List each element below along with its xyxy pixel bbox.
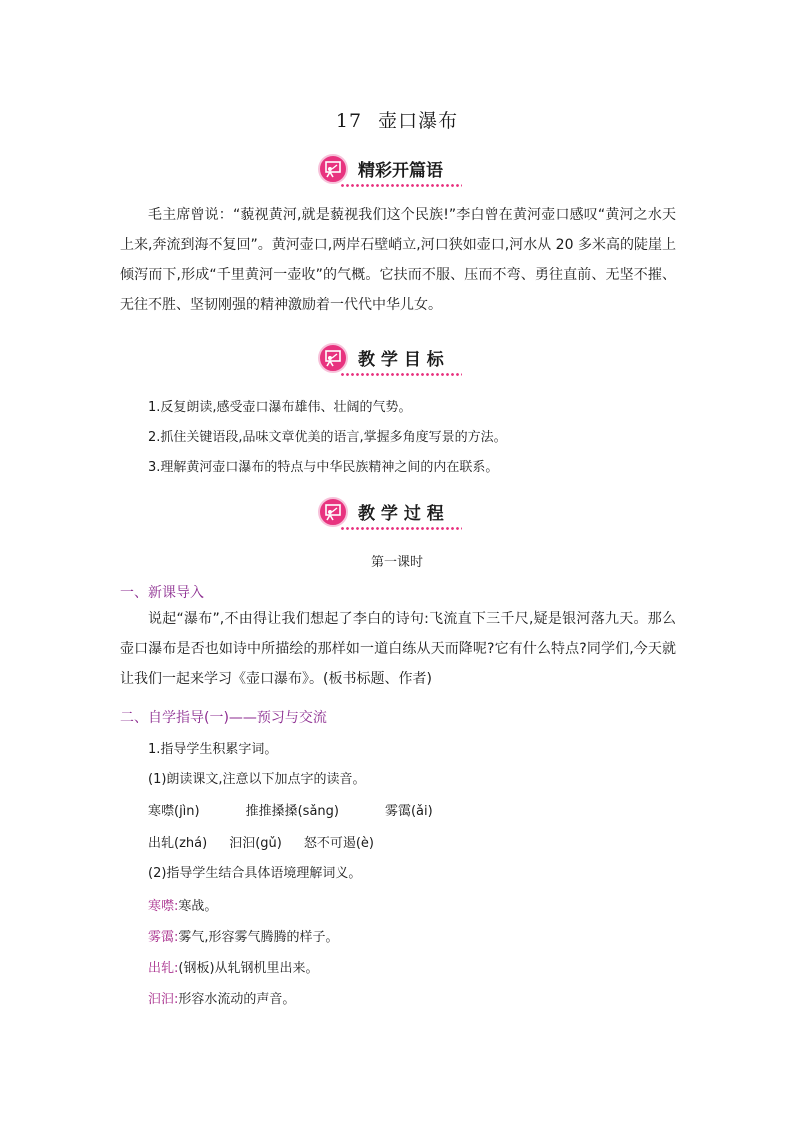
teacher-icon xyxy=(318,497,348,527)
step-text: 1.指导学生积累字词。 xyxy=(148,742,278,757)
definition-term: 寒噤: xyxy=(148,899,179,914)
pinyin-row xyxy=(148,800,467,819)
definition-term: 出轧: xyxy=(148,961,179,976)
pinyin-item: 寒噤(jìn) xyxy=(148,804,200,819)
lesson-period-label: 第一课时 xyxy=(370,555,423,570)
opening-paragraph: 毛主席曾说：“藐视黄河,就是藐视我们这个民族!”李白曾在黄河壶口感叹“黄河之水天上来,奔流到海不复回”。黄河壶口,两岸石壁峭立,河口狭如壶口,河水从 20 多米高的陡崖上倾泻而下,形成“千里黄河一壶收”的气概。它扶而不服、压而不弯、勇往直前、无坚不摧、无往不胜、坚韧刚强的精神激励着一代代中华儿女。 xyxy=(120,207,676,313)
goal-item: 2.抓住关键语段,品味文章优美的语言,掌握多角度写景的方法。 xyxy=(148,430,507,445)
pinyin-item: 怒不可遏(è) xyxy=(303,836,374,851)
definition-meaning: (钢板)从轧钢机里出来。 xyxy=(178,961,319,976)
definition-item xyxy=(148,926,339,945)
sub-step-text: (1)朗读课文,注意以下加点字的读音。 xyxy=(148,772,366,787)
page-title xyxy=(0,106,794,133)
sub-step-text: (2)指导学生结合具体语境理解词义。 xyxy=(148,866,362,881)
pinyin-item: 汩汩(gǔ) xyxy=(229,836,282,851)
lesson-number: 17 xyxy=(335,110,363,132)
definition-meaning: 雾气,形容雾气腾腾的样子。 xyxy=(178,930,339,945)
definition-item xyxy=(148,957,319,976)
banner-goals xyxy=(318,339,468,379)
intro-paragraph: 说起“瀑布”,不由得让我们想起了李白的诗句:飞流直下三千尺,疑是银河落九天。那么壶口瀑布是否也如诗中所描绘的那样如一道白练从天而降呢?它有什么特点?同学们,今天就让我们一起来学习《壶口瀑布》。(板书标题、作者) xyxy=(120,611,676,687)
definition-item xyxy=(148,895,217,914)
definition-item xyxy=(148,988,295,1007)
teacher-icon xyxy=(318,343,348,373)
banner-title: 教 学 目 标 xyxy=(358,350,444,370)
definition-meaning: 寒战。 xyxy=(178,899,218,914)
banner-process xyxy=(318,493,468,533)
teacher-icon xyxy=(318,154,348,184)
dotted-underline xyxy=(340,527,462,530)
goal-item: 1.反复朗读,感受壶口瀑布雄伟、壮阔的气势。 xyxy=(148,400,412,415)
banner-title: 精彩开篇语 xyxy=(358,161,443,181)
section-heading: 二、自学指导(一)——预习与交流 xyxy=(120,710,327,726)
section-heading: 一、新课导入 xyxy=(120,585,204,601)
definition-term: 雾霭: xyxy=(148,930,179,945)
pinyin-item: 出轧(zhá) xyxy=(148,836,208,851)
pinyin-item: 雾霭(ǎi) xyxy=(384,804,433,819)
goal-item: 3.理解黄河壶口瀑布的特点与中华民族精神之间的内在联系。 xyxy=(148,460,499,475)
pinyin-row xyxy=(148,832,408,851)
definition-term: 汩汩: xyxy=(148,992,179,1007)
banner-opening xyxy=(318,150,468,190)
banner-title: 教 学 过 程 xyxy=(358,504,444,524)
definition-meaning: 形容水流动的声音。 xyxy=(178,992,296,1007)
pinyin-item: 推推搡搡(sǎng) xyxy=(245,804,339,819)
lesson-title: 壶口瀑布 xyxy=(378,110,459,132)
dotted-underline xyxy=(340,184,462,187)
dotted-underline xyxy=(340,373,462,376)
